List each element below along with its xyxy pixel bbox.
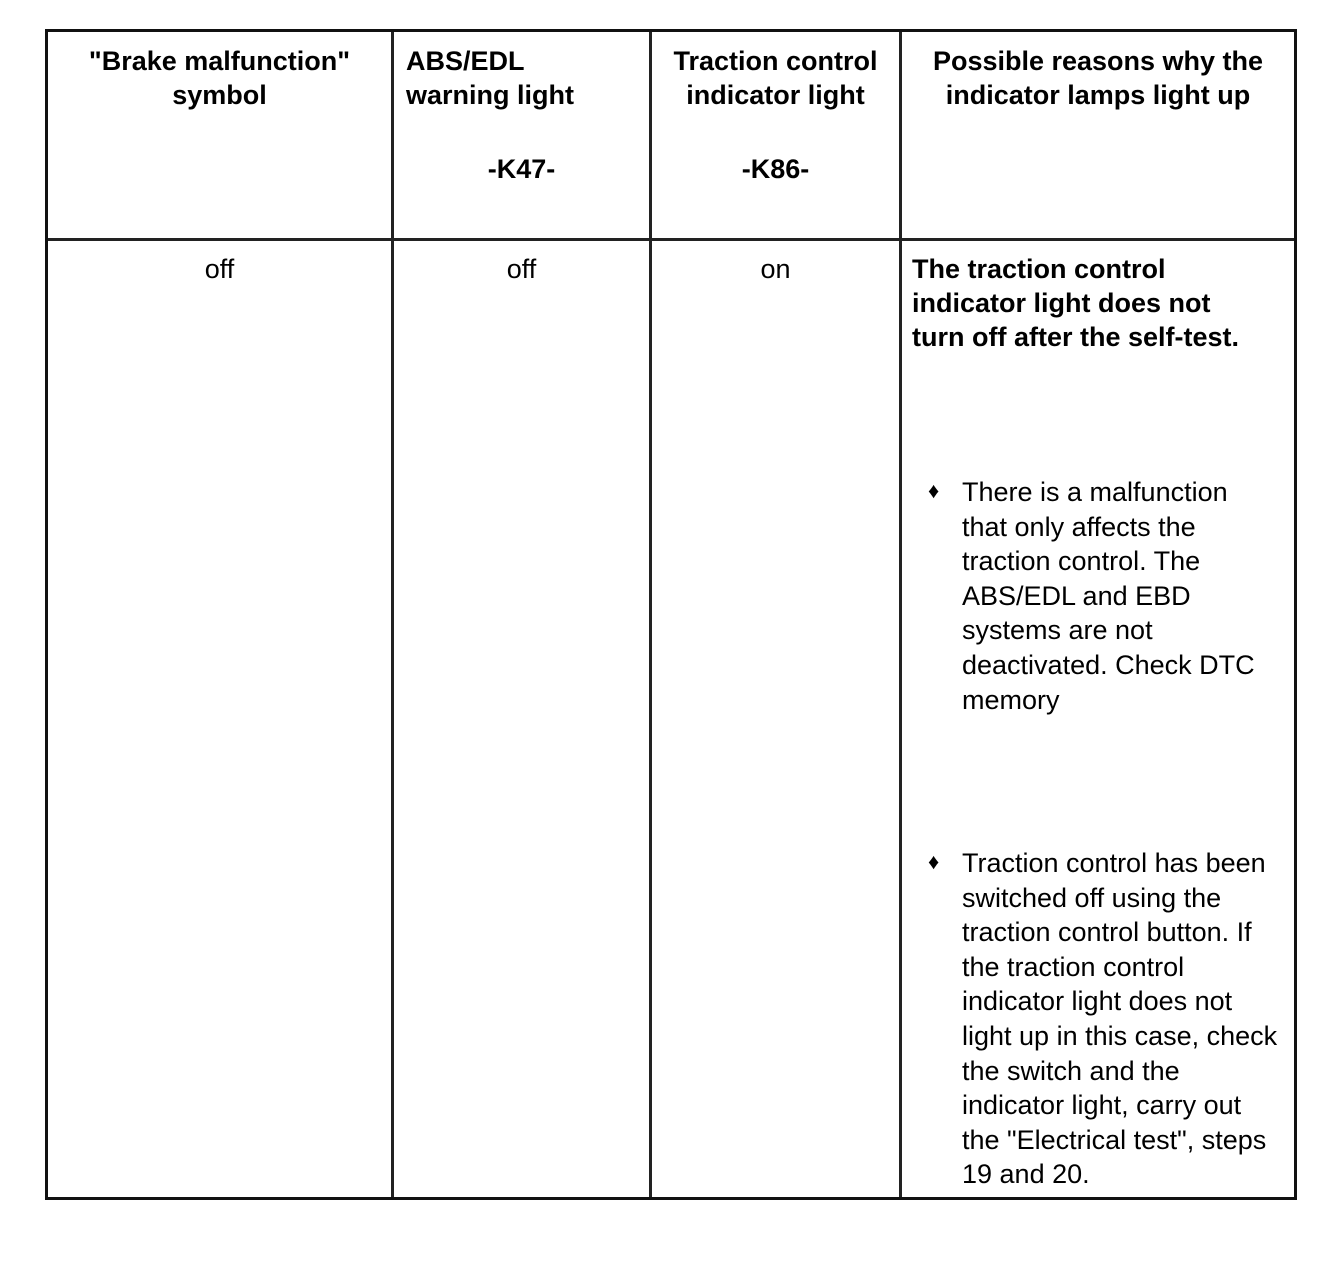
- column-divider: [391, 32, 394, 1197]
- header-brake-malfunction-symbol: [48, 44, 391, 112]
- header-abs-edl-warning-light: [394, 44, 649, 186]
- header-line: Traction control: [673, 46, 878, 76]
- header-divider: [48, 238, 1294, 241]
- header-line: indicator light: [686, 80, 865, 110]
- column-divider: [649, 32, 652, 1197]
- header-line: "Brake malfunction": [88, 46, 351, 76]
- header-possible-reasons: [902, 44, 1294, 112]
- header-line: symbol: [172, 80, 267, 110]
- header-traction-control-indicator-light: [652, 44, 899, 186]
- cell-possible-reasons: [902, 252, 1294, 1192]
- header-component-code: -K86-: [741, 154, 810, 184]
- cell-brake-symbol-state: off: [204, 254, 235, 284]
- reason-bullet-text: Traction control has been switched off using the traction control button. If the traction control indicator light does not light up in this case, check the switch and the indicator light, carry out the "Electrical test", steps 19 and 20.: [962, 848, 1278, 1190]
- reason-bullet-text: There is a malfunction that only affects the traction control. The ABS/EDL and EBD systems are not deactivated. Check DTC memory: [962, 477, 1255, 715]
- diagnostic-table: [45, 29, 1297, 1200]
- header-line: indicator lamps light up: [945, 80, 1251, 110]
- cell-traction-state: on: [760, 254, 791, 284]
- header-line: ABS/EDL: [406, 46, 525, 76]
- diamond-bullet-icon: ♦: [928, 478, 940, 503]
- diamond-bullet-icon: ♦: [928, 849, 940, 874]
- header-line: warning light: [406, 80, 574, 110]
- header-line: Possible reasons why the: [932, 46, 1264, 76]
- header-component-code: -K47-: [487, 154, 556, 184]
- reason-title: The traction control indicator light does not turn off after the self-test.: [912, 254, 1240, 352]
- cell-abs-edl-state: off: [506, 254, 537, 284]
